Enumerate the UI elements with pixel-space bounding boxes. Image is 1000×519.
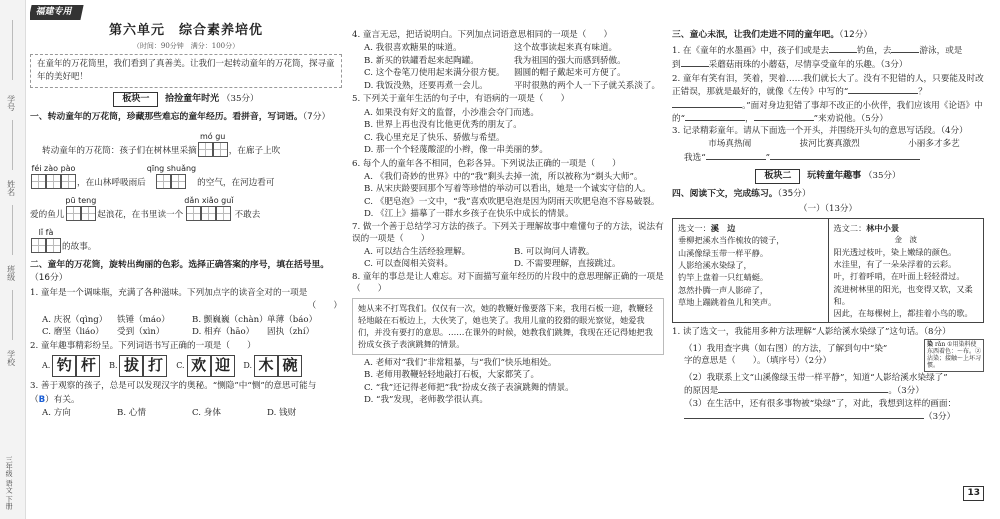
poem-line: 人影给溪水染绿了， — [678, 259, 752, 270]
fill-blank[interactable] — [706, 151, 766, 160]
write-box[interactable] — [198, 142, 213, 157]
option[interactable]: C. 我心里充足了快乐、骄傲与希望。 — [364, 132, 505, 143]
q2-sub-1-text: 1. 童年是一个调味瓶，充满了各种滋味。下列加点字的读音全对的一项是 — [30, 287, 308, 298]
option: 铁锤（máo） — [117, 314, 170, 325]
option-letter: D. — [243, 361, 253, 371]
q2-sub-1-paren: （ ） — [307, 301, 342, 312]
pinyin-label: pū teng — [65, 196, 97, 206]
q3-2-text: 。”面对身边犯错了事却不改正的小伙伴，我们应该用《论语》中的“ — [672, 100, 983, 125]
pinyin-label: mó gu — [200, 132, 226, 142]
q3-2-text: ”来劝说他。（5分） — [813, 114, 888, 125]
poem-label: 选文一： — [678, 223, 711, 234]
question-one-text: 一、转动童年的万花筒，珍藏那些难忘的童年经历。看拼音，写词语。 — [30, 111, 303, 122]
q3-1-text: 游泳，或是 — [919, 45, 963, 56]
section-three-title — [672, 29, 984, 42]
option: 单薄（báo） — [267, 314, 318, 325]
write-box[interactable] — [31, 174, 46, 189]
reading-q1-1-text: （1）我用查字典（如右图）的方法，了解到句中“染” — [684, 343, 888, 354]
pinyin-row-3 — [30, 189, 342, 221]
part-one-header — [672, 203, 984, 215]
write-box[interactable] — [61, 174, 76, 189]
poem-title: 溪 边 — [710, 223, 736, 234]
write-box[interactable] — [46, 174, 61, 189]
topic-option[interactable]: 小丽多才多艺 — [908, 138, 960, 149]
write-box[interactable] — [186, 206, 201, 221]
q3-1-line — [672, 44, 984, 57]
option[interactable]: B. 世界上再也没有比他更优秀的朋友了。 — [364, 120, 522, 131]
fill-blank[interactable] — [891, 44, 919, 53]
q8-text: 8. 童年的事总是让人难忘。对下面描写童年经历的片段中的意思理解正确的一项是（ ） — [352, 271, 664, 295]
gutter-label-class: 班级 — [6, 265, 16, 281]
option[interactable]: D. 那一个个轻蔑酸涩的小辫，像一串美丽的梦。 — [364, 145, 548, 156]
gutter-line — [12, 120, 13, 170]
pinyin-label: féi zào pào — [31, 164, 76, 174]
pinyin-group — [31, 227, 61, 253]
poem-one — [673, 219, 828, 322]
write-box[interactable] — [216, 206, 231, 221]
option-letter: B. — [109, 361, 118, 371]
choice-suffix: ” — [765, 153, 770, 164]
write-box[interactable] — [66, 206, 81, 221]
paren-close: ）有关。 — [45, 394, 80, 405]
pinyin-row-1 — [30, 125, 342, 157]
section-four-score: （35分） — [777, 188, 811, 199]
pinyin-group — [31, 163, 76, 189]
write-box[interactable] — [81, 206, 96, 221]
pinyin-label: qīng shuǎng — [146, 164, 197, 174]
q3-1-text: 采蘑菇雨珠的小蘑菇，尽情享受童年的乐趣。（3分） — [708, 60, 908, 71]
reading-q1-3-score: （3分） — [924, 411, 956, 422]
q3-1-line-2 — [672, 58, 984, 71]
q3-2-text: ， — [745, 114, 754, 125]
reading-q1-2-text-2: 的原因是 — [684, 386, 719, 397]
intro-text: 在童年的万花筒里，我们看到了真善美。让我们一起转动童年的万花筒，探寻童年的美好吧！ — [30, 54, 342, 88]
pinyin-group — [184, 195, 233, 221]
poem-line: 因此，在每棵树上，都挂着小鸟的歌。 — [833, 308, 973, 319]
q3-1-text: 钓鱼，去 — [857, 45, 892, 56]
option: 固执（zhí） — [267, 327, 315, 338]
topic-option[interactable]: 市场真热闹 — [708, 138, 752, 149]
write-box[interactable] — [213, 142, 228, 157]
q3-1-text: 1. 在《童年的水墨画》中，孩子们或是去 — [672, 45, 830, 56]
question-one-score: （7分） — [302, 111, 331, 122]
fill-blank[interactable] — [685, 112, 745, 121]
q3-3-choice-line — [672, 151, 984, 164]
poem-line: 阳光透过枝叶，染上嫩绿的颜色。 — [833, 246, 957, 257]
pinyin-group — [147, 163, 196, 189]
region-badge: 福建专用 — [30, 5, 84, 20]
reading-q1-3-text: （3）在生活中，还有很多事物被“染绿”了，对此，我想到这样的画面： — [684, 398, 957, 409]
fill-blank[interactable] — [681, 58, 709, 67]
part-one-score: （13分） — [824, 203, 858, 214]
option[interactable]: B. 可以询问人请教。 — [514, 246, 595, 257]
pinyin-row-text: 的故事。 — [62, 241, 97, 252]
poem-line: 钓竿上盘着一只红蜻蜓。 — [678, 272, 769, 283]
q2-sub-3-options — [30, 407, 342, 419]
q3-3: 3. 记录精彩童年。请从下面选一个开头，并围绕开头句的意思写话段。（4分） — [672, 126, 968, 137]
section-three-score: （12分） — [839, 30, 873, 40]
q2-sub-2: 2. 童年趣事精彩纷呈。下列词语书写正确的一项是（ ） — [30, 340, 256, 351]
middle-column — [352, 0, 664, 519]
pinyin-row-text: 转动童年的万花筒：孩子们在树林里采摘 — [42, 145, 197, 156]
question-two-text: 二、童年的万花筒，旋转出绚丽的色彩。选择正确答案的序号，填在括号里。 — [30, 260, 330, 271]
q7-options — [352, 246, 664, 271]
right-column — [672, 0, 984, 519]
option[interactable]: A. 老师对“我们”非常粗暴，与“我们”快乐地相处。 — [364, 357, 557, 368]
word-option-c[interactable] — [176, 355, 234, 377]
poem-line: 忽然扑腾一声人影碎了， — [678, 284, 769, 295]
write-box[interactable] — [201, 206, 216, 221]
pinyin-row-text: ，在廊子上吹 — [228, 145, 281, 156]
word-char: 欢 — [187, 355, 211, 377]
block-one-header — [30, 92, 342, 107]
pinyin-group — [65, 195, 96, 221]
page-number: 13 — [963, 486, 984, 501]
block-two-title: 玩转童年趣事 — [807, 170, 862, 181]
option[interactable]: A. 《我们奇妙的世界》中的“我”剩头去掉一流，所以被称为“剃头大师”。 — [364, 171, 643, 182]
binding-gutter — [0, 0, 26, 519]
option[interactable]: D. 钱财 — [267, 408, 297, 418]
block-two-badge: 板块二 — [755, 169, 800, 184]
gutter-label-name: 姓名 — [6, 180, 16, 196]
gutter-label-school: 学校 — [6, 350, 16, 366]
option[interactable]: B. 新买的铁罐看起来起陶罐。 — [364, 55, 479, 66]
gutter-grade-label: 三年级 语文 下册 — [5, 455, 14, 509]
reading-q1-1-text-2: 字的意思是（ ）。（填序号）（2分） — [684, 356, 832, 367]
fill-blank[interactable] — [718, 384, 888, 393]
q3-1-text: 到 — [672, 60, 681, 71]
poem-title: 林中小景 — [866, 223, 900, 234]
section-four-text: 四、阅读下文，完成练习。 — [672, 188, 778, 199]
option[interactable]: D. 《江上》描摹了一群水乡孩子在快乐中成长的情景。 — [364, 209, 574, 220]
q3-2-text: 2. 童年有笑有泪，笑着，哭着……我们就长大了。没有不犯错的人，只要能及时改正错误，那就是最好的，就像《左传》中写的“ — [672, 73, 984, 98]
q5-text: 5. 下列关于童年生活的句子中，有语病的一项是（ ） — [352, 94, 570, 105]
gutter-line — [12, 20, 13, 80]
option[interactable]: D. 我饭没熟，还要再煮一会儿。 — [364, 80, 488, 91]
q8-passage: 她从来不打骂我们。仅仅有一次，她的教鞭好像要落下来，我用石板一迎，教鞭轻轻地敲在石板边上，大伙笑了，她也笑了。我用儿童的狡猾的眼光察觉，她爱我们，并没有要打的意思。……在课外的时候，她教我们跳舞，我现在还记得她把我扮成女孩子表演跳舞的情景。 — [352, 298, 664, 355]
word-option-b[interactable] — [109, 355, 167, 377]
block-two-header — [672, 169, 984, 184]
option[interactable]: A. 庆祝（qìng） — [42, 314, 108, 325]
write-box[interactable] — [46, 238, 61, 253]
poem-two — [828, 219, 984, 322]
fill-blank[interactable] — [754, 112, 814, 121]
option-pair: 我为祖国的强大而感到骄傲。 — [514, 55, 626, 66]
unit-title: 第六单元 综合素养培优 — [108, 23, 263, 39]
option[interactable]: D. 相弃（hāo） — [192, 327, 255, 338]
choice-prefix: 我选“ — [684, 153, 706, 164]
section-four-title — [672, 188, 984, 201]
q5-options — [352, 107, 664, 157]
question-one-title — [30, 111, 342, 124]
option[interactable]: C. 身体 — [192, 408, 221, 418]
left-column — [30, 0, 342, 519]
reading-q1-2 — [672, 372, 984, 398]
reading-q1-3 — [672, 398, 984, 424]
block-one-badge: 板块一 — [113, 92, 158, 107]
option[interactable]: C. 磨坚（liáo） — [42, 327, 104, 338]
gutter-line — [12, 205, 13, 255]
pinyin-row-2 — [30, 157, 342, 189]
gutter-line — [12, 290, 13, 340]
option-pair: 圆圆的帽子戴起来可方便了。 — [514, 68, 626, 79]
option[interactable]: D. “我”发现，老师教学很认真。 — [364, 395, 488, 406]
word-char: 迎 — [211, 355, 235, 377]
word-char: 拔 — [119, 355, 143, 377]
word-char: 钓 — [52, 355, 76, 377]
option[interactable]: A. 可以结合生活经验理解。 — [364, 246, 471, 257]
reading-q1-2-score: 。（3分） — [888, 386, 924, 397]
poems-box — [672, 218, 984, 323]
block-one-score: （35分） — [221, 93, 259, 104]
q2-sub-3: 3. 善于观察的孩子，总是可以发现汉字的奥秘。“恻隐”中“恻”的意思可能与 — [30, 381, 317, 392]
word-char: 木 — [254, 355, 278, 377]
q3-3-options — [672, 138, 984, 150]
pinyin-row-text: 不敢去 — [234, 209, 261, 220]
q7-text: 7. 做一个善于总结学习方法的孩子。下列关于理解故事中难懂句子的方法，说法有误的一项是（ ） — [352, 221, 664, 245]
paren-open: （ — [30, 394, 39, 405]
option-pair: 平时很熟的两个人一下子就关系淡了。 — [514, 80, 661, 91]
fill-blank[interactable] — [684, 410, 924, 419]
option[interactable]: C. 《肥皂泡》一文中，“我”喜欢吹肥皂泡是因为阴雨天吹肥皂泡不容易破裂。 — [364, 196, 660, 207]
dictionary-entry — [924, 339, 984, 372]
poem-author: 金 波 — [894, 235, 917, 245]
poem-line: 流进树林里的阳光，也变得又软，又柔和。 — [833, 283, 973, 306]
word-option-d[interactable] — [243, 355, 302, 377]
reading-q1-1 — [672, 339, 984, 372]
option[interactable]: C. 可以查阅相关资料。 — [364, 259, 454, 270]
q2-sub-1-options — [30, 314, 342, 339]
question-two-title — [30, 259, 342, 285]
pinyin-row-4 — [30, 221, 342, 253]
poem-line: 水洼里，有了一朵朵浮着的云彩。 — [833, 258, 957, 269]
question-two-score: （16分） — [30, 273, 68, 284]
poem-line: 山溪像绿玉带一样平静。 — [678, 247, 769, 258]
option[interactable]: B. 颤巍巍（chàn） — [192, 314, 268, 325]
poem-line: 叶，打着呼哨，在叶面上轻轻滑过。 — [833, 271, 965, 282]
option[interactable]: B. 老师用教鞭轻轻地敲打石板，大家都笑了。 — [364, 370, 540, 381]
topic-option[interactable]: 拔河比赛真激烈 — [799, 138, 860, 149]
option[interactable]: C. “我”还记得老师把“我”扮成女孩子表演跳舞的情景。 — [364, 382, 574, 393]
q3-2 — [672, 73, 984, 126]
q6-text: 6. 每个人的童年各不相同，色彩各异。下列说法正确的一项是（ ） — [352, 158, 621, 169]
reading-q1: 1. 读了选文一，我能用多种方法理解“人影给溪水染绿了”这句话。（8分） — [672, 327, 951, 338]
option-letter: A. — [42, 361, 51, 371]
block-two-score: （35分） — [863, 170, 901, 181]
handwritten-answer[interactable]: B — [38, 394, 46, 405]
option: 受到（xìn） — [117, 327, 165, 338]
part-one-label: （一） — [798, 203, 825, 214]
option[interactable]: A. 如果没有好文的监督，小沙准会夺门而逃。 — [364, 107, 539, 118]
option[interactable]: A. 我很喜欢糖果的味道。 — [364, 43, 462, 54]
pinyin-row-text: 的空气，在河边看可 — [197, 177, 275, 188]
option[interactable]: C. 这个卷笔刀使用起来满分很方便。 — [364, 68, 505, 79]
q8-options — [352, 357, 664, 407]
write-box[interactable] — [31, 238, 46, 253]
pinyin-label: lǐ fà — [38, 228, 54, 238]
gutter-label-student-number: 学号 — [6, 95, 16, 111]
poem-line: 草地上蹦跳着鱼儿和笑声。 — [678, 296, 777, 307]
q2-sub-3-answer-line — [30, 394, 342, 406]
q2-sub-1 — [30, 287, 342, 299]
reading-q1-2-text: （2）我联系上文“山溪像绿玉带一样平静”，知道“人影给溪水染绿了” — [684, 372, 948, 383]
option[interactable]: B. 心情 — [117, 408, 146, 418]
pinyin-row-text: 起浪花，在书里读一个 — [97, 209, 184, 220]
q6-options — [352, 171, 664, 221]
fill-blank[interactable] — [848, 85, 918, 94]
pinyin-row-text: 爱的鱼儿 — [30, 209, 65, 220]
pinyin-label: dǎn xiǎo guǐ — [184, 196, 234, 206]
q2-sub-2-options — [30, 355, 342, 377]
fill-blank[interactable] — [829, 44, 857, 53]
option[interactable]: A. 方向 — [42, 408, 71, 418]
word-char: 杆 — [76, 355, 100, 377]
poem-label: 选文二： — [833, 223, 867, 234]
fill-blank[interactable] — [770, 151, 920, 160]
dictionary-char: 染 — [927, 340, 934, 348]
q4-text: 4. 童言无忌，把话说明白。下列加点词语意思相同的一项是（ ） — [352, 30, 613, 40]
option-letter: C. — [176, 361, 185, 371]
dictionary-text: rǎn ①用染料使东西着色：～布。②沾染；接触～上坏习惯。 — [927, 340, 982, 370]
word-char: 打 — [143, 355, 167, 377]
option[interactable]: D. 不需要理解，直接跳过。 — [514, 259, 621, 270]
block-one-title: 拾捡童年时光 — [165, 93, 220, 104]
word-char: 碗 — [278, 355, 302, 377]
option[interactable]: B. 从宋庆龄要回那个写着等珍惜的举动可以看出，她是一个诚实守信的人。 — [364, 184, 651, 195]
fill-blank[interactable] — [672, 99, 742, 108]
poem-line: 垂柳把溪水当作梳妆的镜子， — [678, 235, 785, 246]
option-pair: 这个故事读起来真有味道。 — [514, 43, 618, 54]
pinyin-row-text: ，在山林呼吸雨后 — [77, 177, 146, 188]
write-box[interactable] — [171, 174, 186, 189]
q3-2-text: ？ — [918, 87, 927, 98]
q4-options — [352, 42, 664, 92]
write-box[interactable] — [156, 174, 171, 189]
pinyin-group — [198, 131, 228, 157]
section-three-text: 三、童心未泯，让我们走进不同的童年吧。 — [672, 30, 840, 40]
word-option-a[interactable] — [42, 355, 100, 377]
exam-info: （时间：90分钟 满分：100分） — [132, 41, 240, 50]
